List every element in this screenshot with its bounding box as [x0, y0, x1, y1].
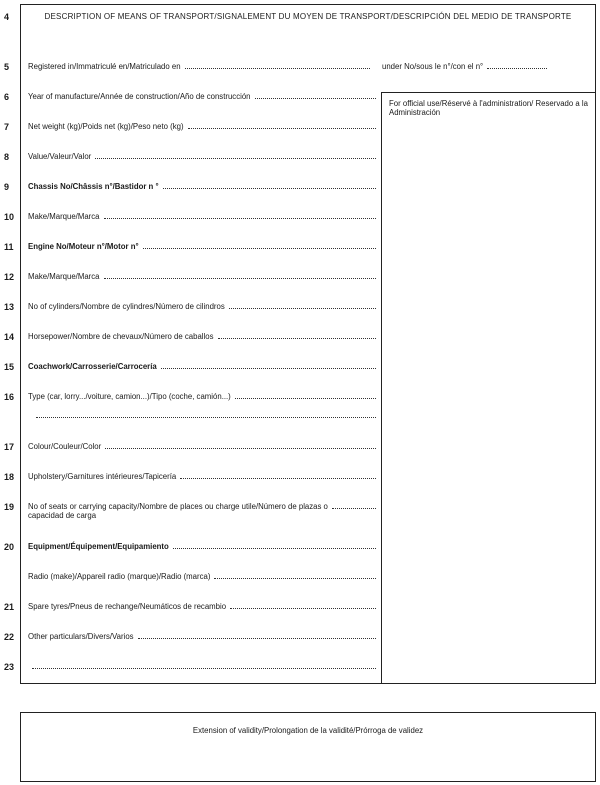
field-label: Type (car, lorry.../voiture, camion...)/Tipo (coche, camión...): [28, 392, 231, 401]
form-field-7[interactable]: [28, 122, 376, 131]
field-label: Registered in/Immatriculé en/Matriculado en: [28, 62, 181, 71]
field-label: Value/Valeur/Valor: [28, 152, 92, 161]
fill-line[interactable]: [218, 337, 377, 339]
row-number: 21: [4, 602, 15, 612]
field-label: Net weight (kg)/Poids net (kg)/Peso neto (kg): [28, 122, 184, 131]
row-number: 13: [4, 302, 15, 312]
fill-line[interactable]: [230, 607, 376, 609]
fill-line[interactable]: [104, 277, 377, 279]
fill-line[interactable]: [143, 247, 376, 249]
field-label: Coachwork/Carrosserie/Carrocería: [28, 362, 157, 371]
form-field-6[interactable]: [28, 92, 376, 101]
form-field-8[interactable]: [28, 152, 376, 161]
row-number: 12: [4, 272, 15, 282]
field-label: Equipment/Équipement/Equipamiento: [28, 542, 169, 551]
field-label: Engine No/Moteur n°/Motor n°: [28, 242, 139, 251]
field-label-continued: capacidad de carga: [28, 511, 97, 520]
form-field-20[interactable]: [28, 542, 376, 551]
row-number: 22: [4, 632, 15, 642]
field-label: Upholstery/Garnitures intérieures/Tapicería: [28, 472, 177, 481]
fill-line[interactable]: [255, 97, 377, 99]
fill-line[interactable]: [188, 127, 376, 129]
form-field-19[interactable]: [28, 502, 376, 511]
form-field-9[interactable]: [28, 182, 376, 191]
form-field-22[interactable]: [28, 632, 376, 641]
row-number: 8: [4, 152, 10, 162]
form-field-13[interactable]: [28, 302, 376, 311]
fill-line[interactable]: [138, 637, 376, 639]
row-number: 10: [4, 212, 15, 222]
row-number: 19: [4, 502, 15, 512]
registration-number-field[interactable]: [382, 62, 547, 71]
fill-line[interactable]: [214, 577, 376, 579]
extension-label: Extension of validity/Prolongation de la validité/Prórroga de validez: [192, 726, 424, 735]
field-label: Make/Marque/Marca: [28, 272, 100, 281]
row-number: 20: [4, 542, 15, 552]
form-field-10[interactable]: [28, 212, 376, 221]
fill-line[interactable]: [95, 157, 376, 159]
fill-line[interactable]: [185, 67, 370, 69]
official-use-label: For official use/Réservé à l'administration/ Reservado a la Administración: [389, 99, 588, 117]
form-header: DESCRIPTION OF MEANS OF TRANSPORT/SIGNALEMENT DU MOYEN DE TRANSPORT/DESCRIPCIÓN DEL MEDIO DE TRANSPORTE: [44, 12, 572, 21]
fill-line[interactable]: [180, 477, 376, 479]
fill-line[interactable]: [173, 547, 376, 549]
form-field-23[interactable]: [28, 662, 376, 671]
field-label: No of cylinders/Nombre de cylindres/Número de cilindros: [28, 302, 225, 311]
field-label: Other particulars/Divers/Varios: [28, 632, 134, 641]
section-number: 4: [4, 12, 10, 22]
form-field-14[interactable]: [28, 332, 376, 341]
fill-line[interactable]: [105, 447, 376, 449]
form-field-16[interactable]: [28, 392, 376, 401]
field-label: Spare tyres/Pneus de rechange/Neumáticos de recambio: [28, 602, 227, 611]
field-label: Year of manufacture/Année de construction/Año de construcción: [28, 92, 251, 101]
row-number: 16: [4, 392, 15, 402]
form-field-5[interactable]: [28, 62, 370, 71]
fill-line[interactable]: [104, 217, 377, 219]
form-field-radio[interactable]: [28, 572, 376, 581]
row-number: 14: [4, 332, 15, 342]
field-label: No of seats or carrying capacity/Nombre de places ou charge utile/Número de plazas o: [28, 502, 328, 511]
row-number: 11: [4, 242, 14, 252]
fill-line[interactable]: [229, 307, 376, 309]
row-number: 5: [4, 62, 10, 72]
row-number: 18: [4, 472, 15, 482]
form-field-21[interactable]: [28, 602, 376, 611]
form-field-15[interactable]: [28, 362, 376, 371]
field-label: Make/Marque/Marca: [28, 212, 100, 221]
field-label: Colour/Couleur/Color: [28, 442, 102, 451]
row-number: 6: [4, 92, 10, 102]
field-label: Radio (make)/Appareil radio (marque)/Radio (marca): [28, 572, 211, 581]
fill-line[interactable]: [32, 667, 376, 669]
form-field-12[interactable]: [28, 272, 376, 281]
official-use-box: [381, 92, 596, 684]
fill-line[interactable]: [332, 507, 376, 509]
registration-number-label: under No/sous le n°/con el n°: [382, 62, 484, 71]
row-number: 9: [4, 182, 10, 192]
form-field-11[interactable]: [28, 242, 376, 251]
row-number: 15: [4, 362, 15, 372]
fill-line-extra[interactable]: [36, 416, 376, 418]
row-number: 23: [4, 662, 15, 672]
row-number: 17: [4, 442, 15, 452]
fill-line[interactable]: [161, 367, 376, 369]
row-number: 7: [4, 122, 10, 132]
form-field-18[interactable]: [28, 472, 376, 481]
fill-line[interactable]: [235, 397, 376, 399]
field-label: Horsepower/Nombre de chevaux/Número de caballos: [28, 332, 214, 341]
field-label: Chassis No/Châssis n°/Bastidor n °: [28, 182, 159, 191]
form-field-17[interactable]: [28, 442, 376, 451]
fill-line[interactable]: [163, 187, 376, 189]
extension-box: [20, 712, 596, 782]
